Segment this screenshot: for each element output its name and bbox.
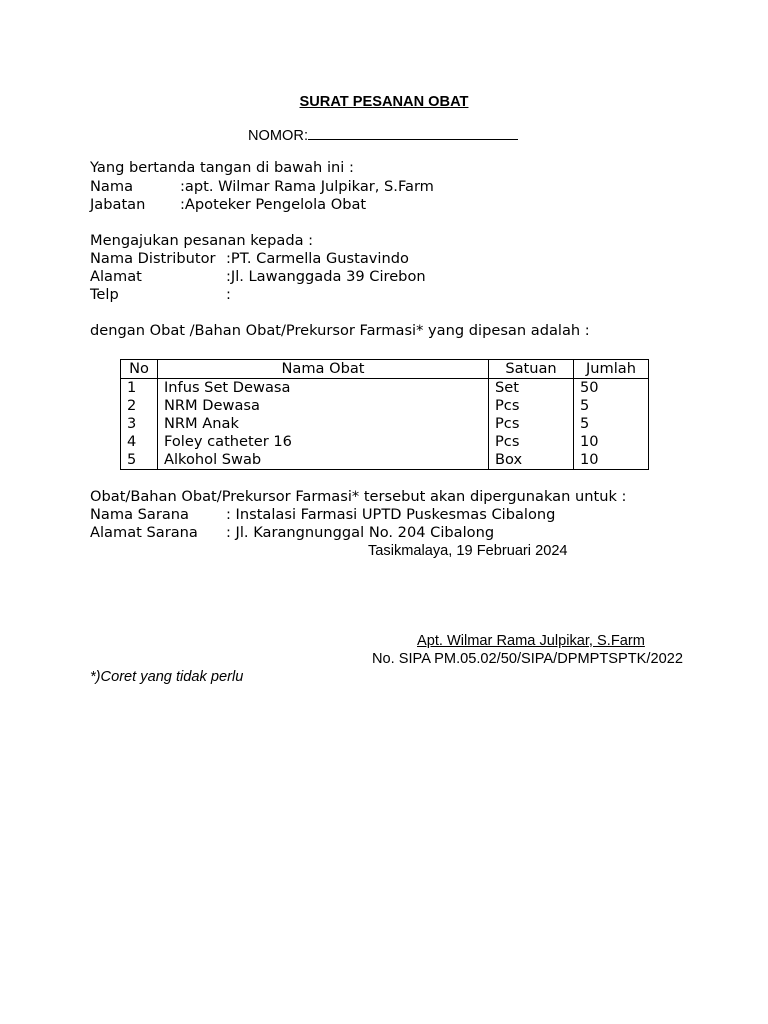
signatory-intro: Yang bertanda tangan di bawah ini : — [90, 159, 354, 176]
signatory-position-value: :Apoteker Pengelola Obat — [180, 196, 367, 213]
signatory-position-row — [90, 196, 366, 214]
facility-name-row — [90, 506, 555, 524]
distributor-phone-label: Telp — [90, 286, 119, 303]
cell-nama-obat: Infus Set Dewasa — [158, 379, 489, 398]
cell-jumlah: 10 — [574, 433, 649, 451]
header-jumlah: Jumlah — [574, 360, 649, 379]
distributor-name-value: :PT. Carmella Gustavindo — [226, 250, 409, 267]
cell-no: 3 — [121, 415, 158, 433]
signer-name: Apt. Wilmar Rama Julpikar, S.Farm — [417, 633, 645, 649]
header-satuan: Satuan — [489, 360, 574, 379]
cell-jumlah: 5 — [574, 415, 649, 433]
cell-no: 4 — [121, 433, 158, 451]
table-row — [121, 397, 649, 415]
place-date: Tasikmalaya, 19 Februari 2024 — [368, 543, 568, 559]
cell-no: 2 — [121, 397, 158, 415]
distributor-address-row — [90, 268, 426, 286]
signatory-name-label: Nama — [90, 178, 134, 195]
nomor-blank-line — [308, 126, 518, 140]
cell-satuan: Pcs — [489, 397, 574, 415]
cell-nama-obat: NRM Dewasa — [158, 397, 489, 415]
facility-name-value: : Instalasi Farmasi UPTD Puskesmas Cibalong — [226, 506, 556, 523]
table-row — [121, 433, 649, 451]
signatory-position-label: Jabatan — [90, 196, 146, 213]
signatory-name-row — [90, 178, 434, 196]
header-no: No — [121, 360, 158, 379]
distributor-phone-row — [90, 286, 231, 304]
footnote: *)Coret yang tidak perlu — [90, 669, 244, 685]
facility-address-row — [90, 524, 494, 542]
document-title: SURAT PESANAN OBAT — [299, 94, 469, 110]
cell-no: 5 — [121, 451, 158, 470]
cell-nama-obat: Foley catheter 16 — [158, 433, 489, 451]
distributor-address-value: :Jl. Lawanggada 39 Cirebon — [226, 268, 426, 285]
distributor-address-label: Alamat — [90, 268, 142, 285]
distributor-name-label: Nama Distributor — [90, 250, 216, 267]
cell-no: 1 — [121, 379, 158, 398]
distributor-phone-value: : — [226, 286, 231, 303]
order-intro: dengan Obat /Bahan Obat/Prekursor Farmasi* yang dipesan adalah : — [90, 322, 590, 339]
facility-name-label: Nama Sarana — [90, 506, 189, 523]
cell-nama-obat: Alkohol Swab — [158, 451, 489, 470]
cell-satuan: Pcs — [489, 415, 574, 433]
signatory-name-value: :apt. Wilmar Rama Julpikar, S.Farm — [180, 178, 434, 195]
table-row — [121, 451, 649, 470]
table-row — [121, 415, 649, 433]
nomor-label: NOMOR: — [248, 128, 308, 144]
cell-nama-obat: NRM Anak — [158, 415, 489, 433]
signer-sipa-number: No. SIPA PM.05.02/50/SIPA/DPMPTSPTK/2022 — [372, 651, 683, 667]
table-row — [121, 379, 649, 398]
distributor-name-row — [90, 250, 409, 268]
usage-intro: Obat/Bahan Obat/Prekursor Farmasi* tersebut akan dipergunakan untuk : — [90, 488, 627, 505]
cell-jumlah: 50 — [574, 379, 649, 398]
facility-address-value: : Jl. Karangnunggal No. 204 Cibalong — [226, 524, 495, 541]
header-nama-obat: Nama Obat — [158, 360, 489, 379]
cell-jumlah: 5 — [574, 397, 649, 415]
cell-satuan: Box — [489, 451, 574, 470]
facility-address-label: Alamat Sarana — [90, 524, 198, 541]
order-table — [120, 359, 649, 470]
cell-jumlah: 10 — [574, 451, 649, 470]
cell-satuan: Set — [489, 379, 574, 398]
distributor-intro: Mengajukan pesanan kepada : — [90, 232, 314, 249]
letter-number — [248, 126, 518, 145]
cell-satuan: Pcs — [489, 433, 574, 451]
table-header-row — [121, 360, 649, 379]
